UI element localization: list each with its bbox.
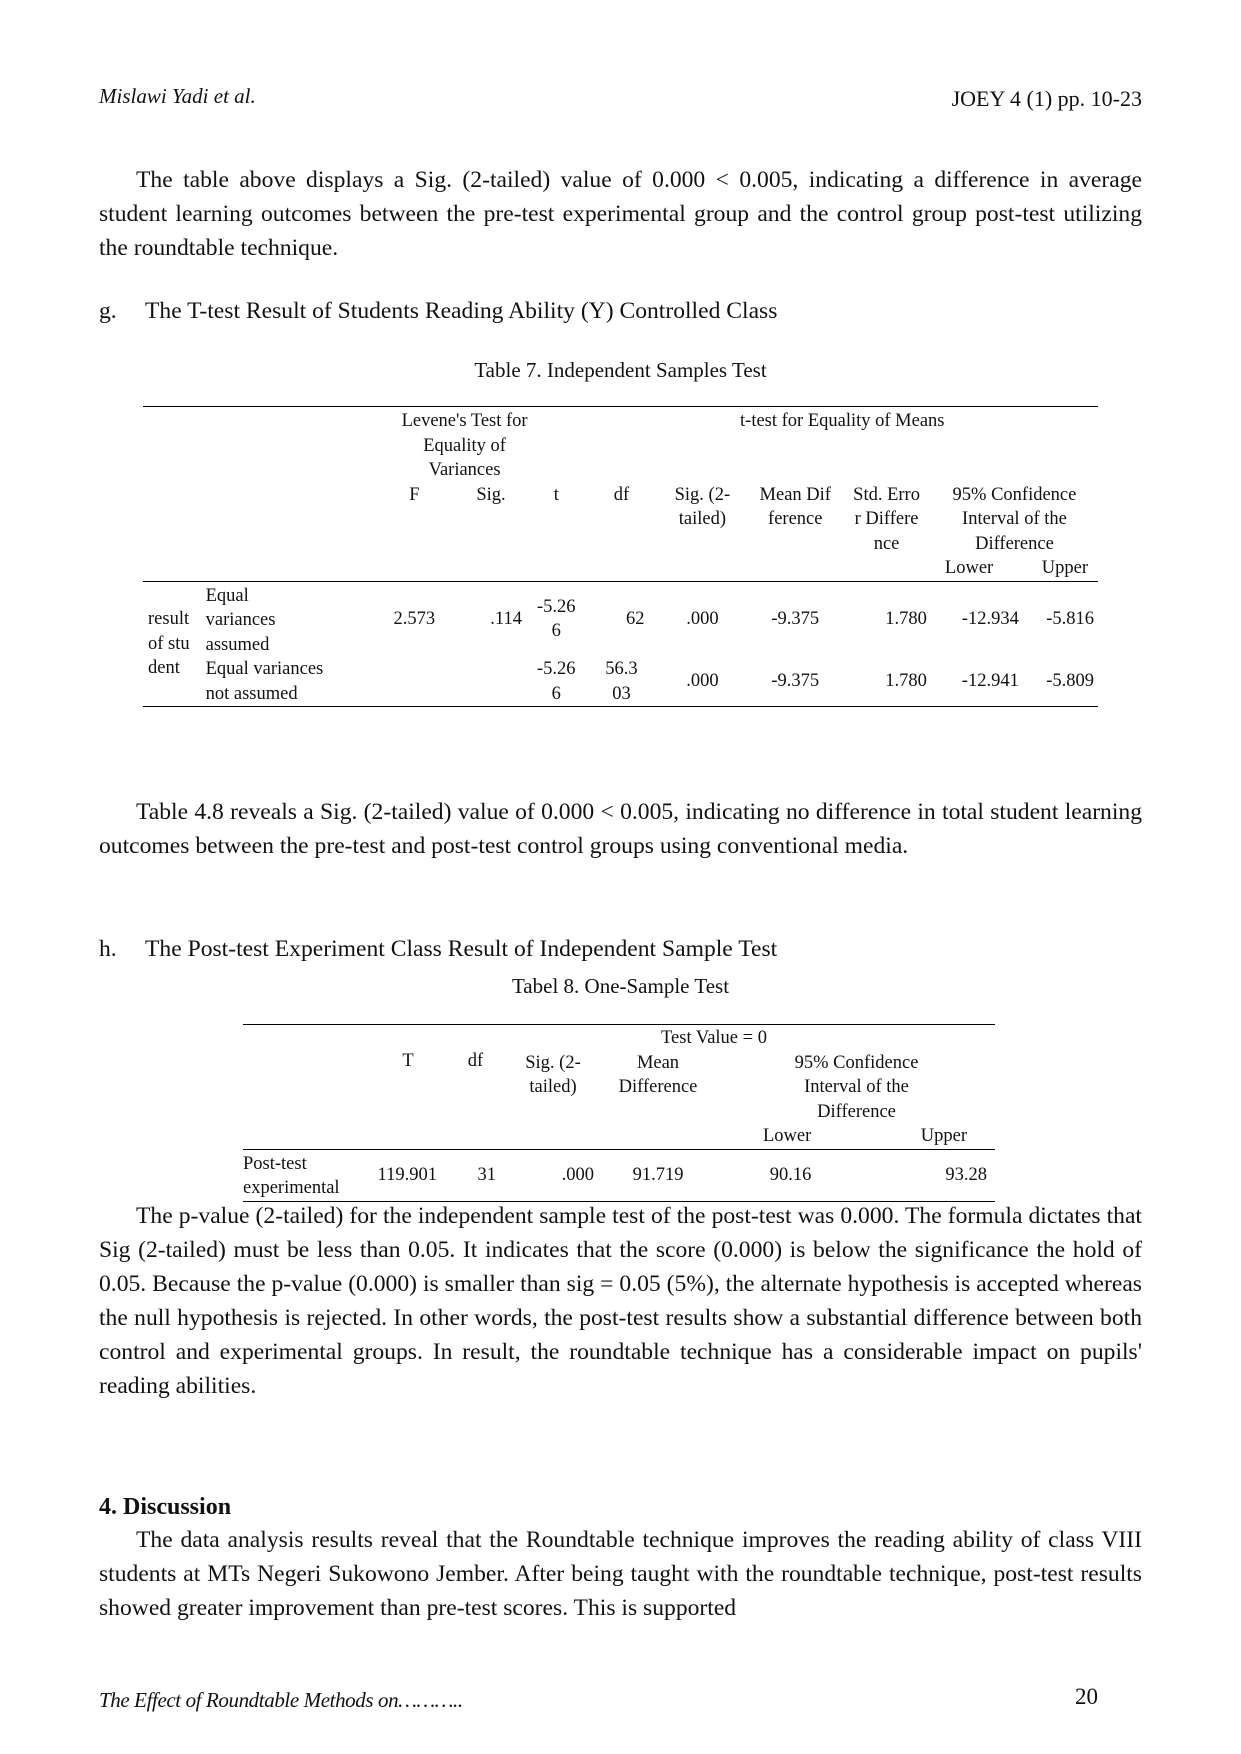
cell-T: 119.901	[377, 1164, 437, 1185]
cell-std-error: 1.780	[885, 609, 927, 629]
table-row	[143, 581, 1098, 657]
running-author: Mislawi Yadi et al.	[99, 84, 256, 108]
col-sig2: Sig. (2-tailed)	[525, 1052, 581, 1097]
cell-mean-diff: 91.719	[632, 1164, 684, 1185]
table7	[143, 406, 1098, 707]
levene-header: Levene's Test for Equality of Variances	[401, 411, 528, 480]
col-mean-diff: Mean Difference	[618, 1052, 698, 1097]
cell-upper: -5.809	[1046, 671, 1094, 692]
table7-header-row-1	[143, 407, 1098, 483]
cell-lower: -12.941	[961, 671, 1019, 692]
col-confidence: 95% Confidence Interval of the Difference	[952, 484, 1077, 554]
paragraph-3: The p-value (2-tailed) for the independent sample test of the post-test was 0.000. The formula dictates that Sig (2-tailed) must be less than 0.05. It indicates that the score (0.000) is below the significance the hold of 0.05. Because the p-value (0.000) is smaller than sig = 0.05 (5%), the alternate hypothesis is accepted whereas the null hypothesis is rejected. In other words, the post-test results show a substantial difference between both control and experimental groups. In result, the roundtable technique has a considerable impact on pupils' reading abilities.	[99, 1203, 1142, 1399]
row-label: Equal variances not assumed	[205, 659, 324, 704]
footer-title: The Effect of Roundtable Methods on………..	[99, 1688, 463, 1712]
cell-lower: -12.934	[961, 609, 1019, 629]
col-sig2: Sig. (2-tailed)	[674, 484, 731, 529]
cell-upper: -5.816	[1046, 609, 1094, 629]
paragraph-4: The data analysis results reveal that the Roundtable technique improves the reading ability of class VIII students at MTs Negeri Sukowono Jember. After being taught with the roundtable technique, post-test results showed greater improvement than pre-test scores. This is supported	[99, 1527, 1142, 1621]
col-std-error: Std. Error Difference	[853, 484, 920, 554]
cell-upper: 93.28	[945, 1164, 987, 1185]
cell-std-error: 1.780	[885, 671, 927, 692]
paragraph-1: The table above displays a Sig. (2-tailed) value of 0.000 < 0.005, indicating a difference in average student learning outcomes between the pre-test experimental group and the control group post-test utilizing the roundtable technique.	[99, 167, 1142, 261]
cell-F	[373, 657, 456, 707]
table8	[243, 1024, 995, 1202]
discussion-heading: 4. Discussion	[99, 1494, 232, 1520]
section-h-title: The Post-test Experiment Class Result of Independent Sample Test	[145, 936, 778, 962]
row-label: Post-test experimental	[243, 1153, 340, 1198]
section-h-letter: h.	[99, 936, 117, 962]
col-lower: Lower	[763, 1126, 812, 1146]
cell-lower: 90.16	[769, 1164, 812, 1185]
table-row	[143, 657, 1098, 707]
ttest-header: t-test for Equality of Means	[740, 411, 945, 431]
section-h-heading	[99, 936, 777, 963]
cell-sig2: .000	[561, 1164, 594, 1185]
cell-t: -5.266	[536, 659, 576, 704]
table-row	[243, 1149, 995, 1201]
test-value: Test Value = 0	[661, 1028, 767, 1048]
col-upper: Upper	[1041, 558, 1088, 578]
cell-df: 31	[477, 1164, 496, 1185]
table7-header-row-2	[143, 483, 1098, 582]
section-g-letter: g.	[99, 298, 117, 324]
cell-sig2: .000	[686, 609, 719, 629]
table7-caption: Table 7. Independent Samples Test	[474, 358, 767, 382]
col-upper: Upper	[920, 1126, 967, 1146]
page-number: 20	[1075, 1684, 1098, 1709]
col-F: F	[409, 484, 420, 505]
col-Sig: Sig.	[476, 484, 506, 505]
paragraph-2: Table 4.8 reveals a Sig. (2-tailed) value of 0.000 < 0.005, indicating no difference in total student learning outcomes between the pre-test and post-test control groups using conventional media.	[99, 799, 1142, 859]
row-group-label: result of student	[148, 609, 190, 678]
cell-df: 62	[625, 609, 645, 629]
col-t: t	[553, 484, 559, 505]
col-lower: Lower	[944, 558, 994, 578]
cell-df: 56.303	[605, 659, 638, 704]
col-mean-diff: Mean Difference	[759, 484, 831, 529]
row-label: Equal variances assumed	[205, 585, 276, 655]
cell-t: -5.266	[536, 596, 576, 642]
cell-mean-diff: -9.375	[771, 671, 820, 692]
cell-Sig	[456, 657, 526, 707]
section-g-title: The T-test Result of Students Reading Ability (Y) Controlled Class	[145, 298, 778, 324]
cell-Sig: .114	[490, 609, 522, 629]
running-journal: JOEY 4 (1) pp. 10-23	[951, 86, 1142, 111]
cell-mean-diff: -9.375	[771, 609, 820, 629]
col-confidence: 95% Confidence Interval of the Difference	[794, 1052, 919, 1122]
section-g-heading	[99, 298, 777, 325]
cell-F: 2.573	[393, 609, 436, 629]
col-df: df	[613, 484, 630, 505]
col-df: df	[467, 1051, 484, 1071]
col-T: T	[402, 1051, 414, 1071]
cell-sig2: .000	[686, 671, 719, 692]
table8-header-row	[243, 1025, 995, 1150]
table8-caption: Tabel 8. One-Sample Test	[511, 974, 730, 998]
